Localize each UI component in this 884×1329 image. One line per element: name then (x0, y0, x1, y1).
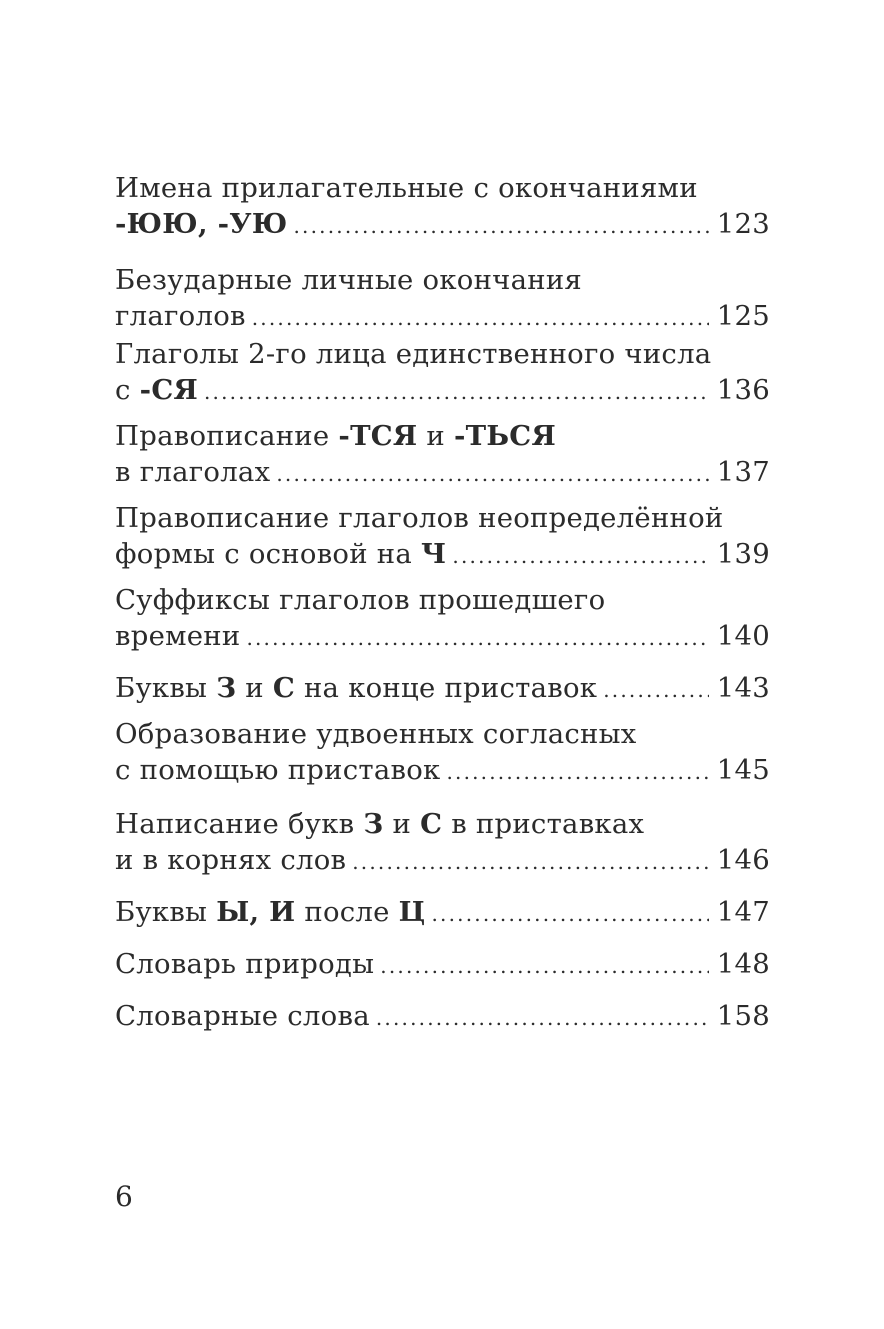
toc-entry-title (115, 752, 440, 788)
text-fragment: Словарные слова (115, 1000, 370, 1032)
toc-entry-title (115, 206, 287, 242)
toc-page-number: 145 (716, 754, 770, 786)
text-fragment: Буквы (115, 672, 217, 704)
text-fragment: в глаголах (115, 456, 271, 488)
toc-entry-line (115, 582, 770, 618)
toc-entry-last-line (115, 894, 770, 932)
toc-entry (115, 670, 770, 708)
toc-entry-title (115, 998, 370, 1034)
toc-entry (115, 894, 770, 932)
toc-entry (115, 170, 770, 244)
toc-page-number: 136 (716, 374, 770, 406)
toc-entry-line (115, 418, 770, 454)
toc-page-number: 148 (716, 948, 770, 980)
toc-entry-title (115, 842, 346, 878)
dot-leader (352, 844, 709, 880)
bold-fragment: Ч (421, 538, 447, 570)
toc-entry-last-line (115, 536, 770, 574)
toc-entry-last-line (115, 372, 770, 410)
toc-entry (115, 418, 770, 492)
toc-entry-title (115, 298, 246, 334)
text-fragment: и (383, 808, 421, 840)
text-fragment: глаголов (115, 300, 246, 332)
dot-leader (431, 896, 708, 932)
toc-entry-last-line (115, 670, 770, 708)
text-fragment: в приставках (442, 808, 645, 840)
text-fragment: после (295, 896, 399, 928)
text-fragment: Правописание (115, 420, 339, 452)
bold-fragment: -ТСЯ (338, 420, 418, 452)
text-fragment: и (417, 420, 454, 452)
text-fragment: формы с основой на (115, 538, 422, 570)
toc-entry (115, 262, 770, 336)
bold-fragment: -ТЬСЯ (453, 420, 556, 452)
dot-leader (293, 208, 708, 244)
text-fragment: Словарь природы (115, 948, 375, 980)
dot-leader (246, 620, 708, 656)
toc-entry-title (115, 582, 605, 618)
toc-entry-title (115, 670, 597, 706)
dot-leader (252, 300, 709, 336)
dot-leader (376, 1000, 709, 1036)
toc-entry-title (115, 170, 698, 206)
toc-entry-line (115, 500, 770, 536)
toc-entry-title (115, 894, 425, 930)
dot-leader (380, 948, 708, 984)
toc-entry-last-line (115, 618, 770, 656)
bold-fragment: Ц (398, 896, 426, 928)
toc-entry-title (115, 262, 582, 298)
toc-entry-last-line (115, 454, 770, 492)
bold-fragment: С (420, 808, 443, 840)
text-fragment: и (236, 672, 273, 704)
bold-fragment: С (272, 672, 295, 704)
toc-entry (115, 946, 770, 984)
text-fragment: с помощью приставок (115, 754, 441, 786)
toc-entry (115, 998, 770, 1036)
toc-page-number: 125 (716, 300, 770, 332)
toc-entry-line (115, 806, 770, 842)
text-fragment: времени (115, 620, 241, 652)
text-fragment: на конце приставок (294, 672, 598, 704)
toc-entry (115, 806, 770, 880)
toc-entry-line (115, 716, 770, 752)
toc-entry-title (115, 716, 637, 752)
toc-entry-title (115, 500, 724, 536)
text-fragment: Глаголы 2-го лица единственного числа (115, 338, 712, 370)
text-fragment: Написание букв (115, 808, 364, 840)
toc-entry-title (115, 618, 240, 654)
toc-page-number: 139 (716, 538, 770, 570)
toc-entry-title (115, 418, 556, 454)
dot-leader (452, 538, 708, 574)
toc-page-number: 146 (716, 844, 770, 876)
toc-entry-title (115, 336, 711, 372)
toc-entry (115, 500, 770, 574)
toc-entry-last-line (115, 298, 770, 336)
toc-page-number: 123 (716, 208, 770, 240)
text-fragment: с (115, 374, 140, 406)
toc-entry-last-line (115, 998, 770, 1036)
text-fragment: Имена прилагательные с окончаниями (115, 172, 698, 204)
dot-leader (446, 754, 708, 790)
toc-entry (115, 716, 770, 790)
toc-page-number: 147 (716, 896, 770, 928)
text-fragment: Безударные личные окончания (115, 264, 582, 296)
toc-entry-last-line (115, 946, 770, 984)
toc-entry-title (115, 372, 198, 408)
toc-entry (115, 582, 770, 656)
text-fragment: Правописание глаголов неопределённой (115, 502, 724, 534)
dot-leader (603, 672, 709, 708)
toc-entry-line (115, 170, 770, 206)
toc-page-number: 140 (716, 620, 770, 652)
bold-fragment: З (216, 672, 237, 704)
bold-fragment: Ы, И (216, 896, 296, 928)
toc-entry-last-line (115, 752, 770, 790)
toc-entry-title (115, 946, 374, 982)
text-fragment: и в корнях слов (115, 844, 347, 876)
bold-fragment: З (363, 808, 384, 840)
bold-fragment: -ЮЮ, -УЮ (115, 208, 288, 240)
dot-leader (204, 374, 709, 410)
text-fragment: Суффиксы глаголов прошедшего (115, 584, 606, 616)
toc-entry-last-line (115, 842, 770, 880)
text-fragment: Образование удвоенных согласных (115, 718, 637, 750)
toc-page-number: 158 (716, 1000, 770, 1032)
toc-entry (115, 336, 770, 410)
toc-entry-line (115, 262, 770, 298)
toc-entry-line (115, 336, 770, 372)
toc-entry-last-line (115, 206, 770, 244)
page-number: 6 (115, 1180, 133, 1213)
text-fragment: Буквы (115, 896, 217, 928)
toc-page-number: 137 (716, 456, 770, 488)
toc-entry-title (115, 536, 446, 572)
toc-entry-title (115, 806, 644, 842)
table-of-contents (115, 170, 770, 1036)
toc-page-number: 143 (716, 672, 770, 704)
dot-leader (276, 456, 708, 492)
bold-fragment: -СЯ (139, 374, 198, 406)
toc-entry-title (115, 454, 270, 490)
